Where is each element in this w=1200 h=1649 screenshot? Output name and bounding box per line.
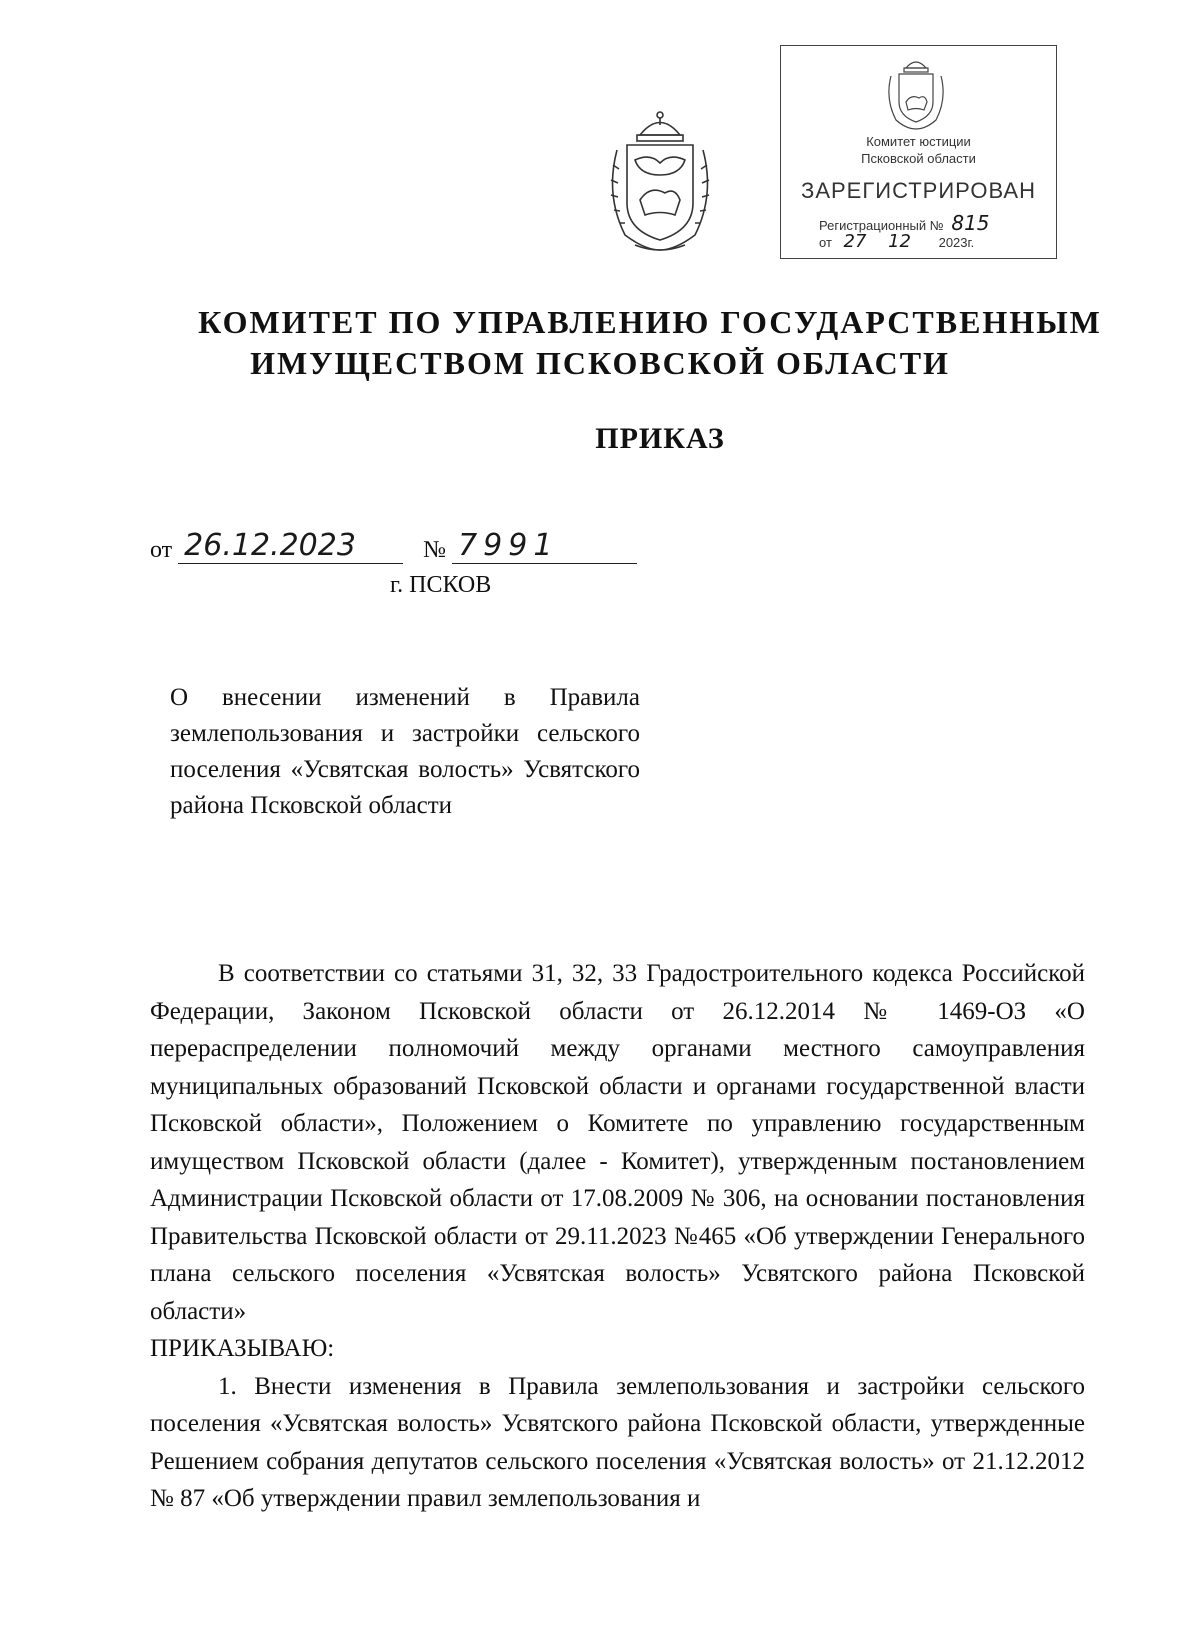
order-number: 7991 [458,528,559,563]
stamp-status: ЗАРЕГИСТРИРОВАН [801,178,1036,203]
order-subject: О внесении изменений в Правила землепользования и застройки сельского поселения «Усвятская волость» Усвятского района Псковской области [170,684,640,819]
stamp-date-line [819,231,1019,252]
stamp-date-year: 2023г. [938,235,975,250]
coat-of-arms-emblem [595,105,725,255]
stamp-coat-of-arms-emblem [881,54,951,132]
doc-type: ПРИКАЗ [595,422,725,455]
stamp-date-day: 27 [843,231,867,252]
body-item-1: 1. Внести изменения в Правила землепользования и застройки сельского поселения «Усвятская волость» Усвятского района Псковской области, утвержденные Решением собрания депутатов сельского поселения «Усвятская волость» от 21.12.2012 № 87 «Об утверждении правил землепользования и [150,1372,1085,1512]
order-date: 26.12.2023 [184,528,356,563]
order-body [150,955,1085,1518]
order-number-prefix: № [423,537,447,563]
order-date-prefix: от [150,537,173,563]
body-preamble: В соответствии со статьями 31, 32, 33 Градостроительного кодекса Российской Федерации, Законом Псковской области от 26.12.2014 № 1469-ОЗ «О перераспределении полномочий между органами местного самоуправления муниципальных образований Псковской области и органами государственной власти Псковской области», Положением о Комитете по управлению государственным имуществом Псковской области (далее - Комитет), утвержденным постановлением Администрации Псковской области от 17.08.2009 № 306, на основании постановления Правительства Псковской области от 29.11.2023 №465 «Об утверждении Генерального плана сельского поселения «Усвятская волость» Усвятского района Псковской области» [150,960,1085,1325]
order-date-number-line [150,528,637,564]
body-order-word: ПРИКАЗЫВАЮ: [150,1335,335,1362]
order-date-field [178,528,403,564]
order-city: г. ПСКОВ [390,572,492,598]
stamp-reg-number: 815 [951,211,990,235]
stamp-org-line2: Псковской области [861,151,976,166]
org-title-line1: КОМИТЕТ ПО УПРАВЛЕНИЮ ГОСУДАРСТВЕННЫМ [198,304,1102,340]
order-number-field [452,528,637,564]
stamp-org-line1: Комитет юстиции [866,134,971,149]
org-title-line2: ИМУЩЕСТВОМ ПСКОВСКОЙ ОБЛАСТИ [250,345,950,381]
stamp-reg-label: Регистрационный № [819,218,944,233]
stamp-date-month: 12 [888,231,911,252]
registration-stamp [780,45,1057,259]
stamp-date-prefix: от [819,235,832,250]
